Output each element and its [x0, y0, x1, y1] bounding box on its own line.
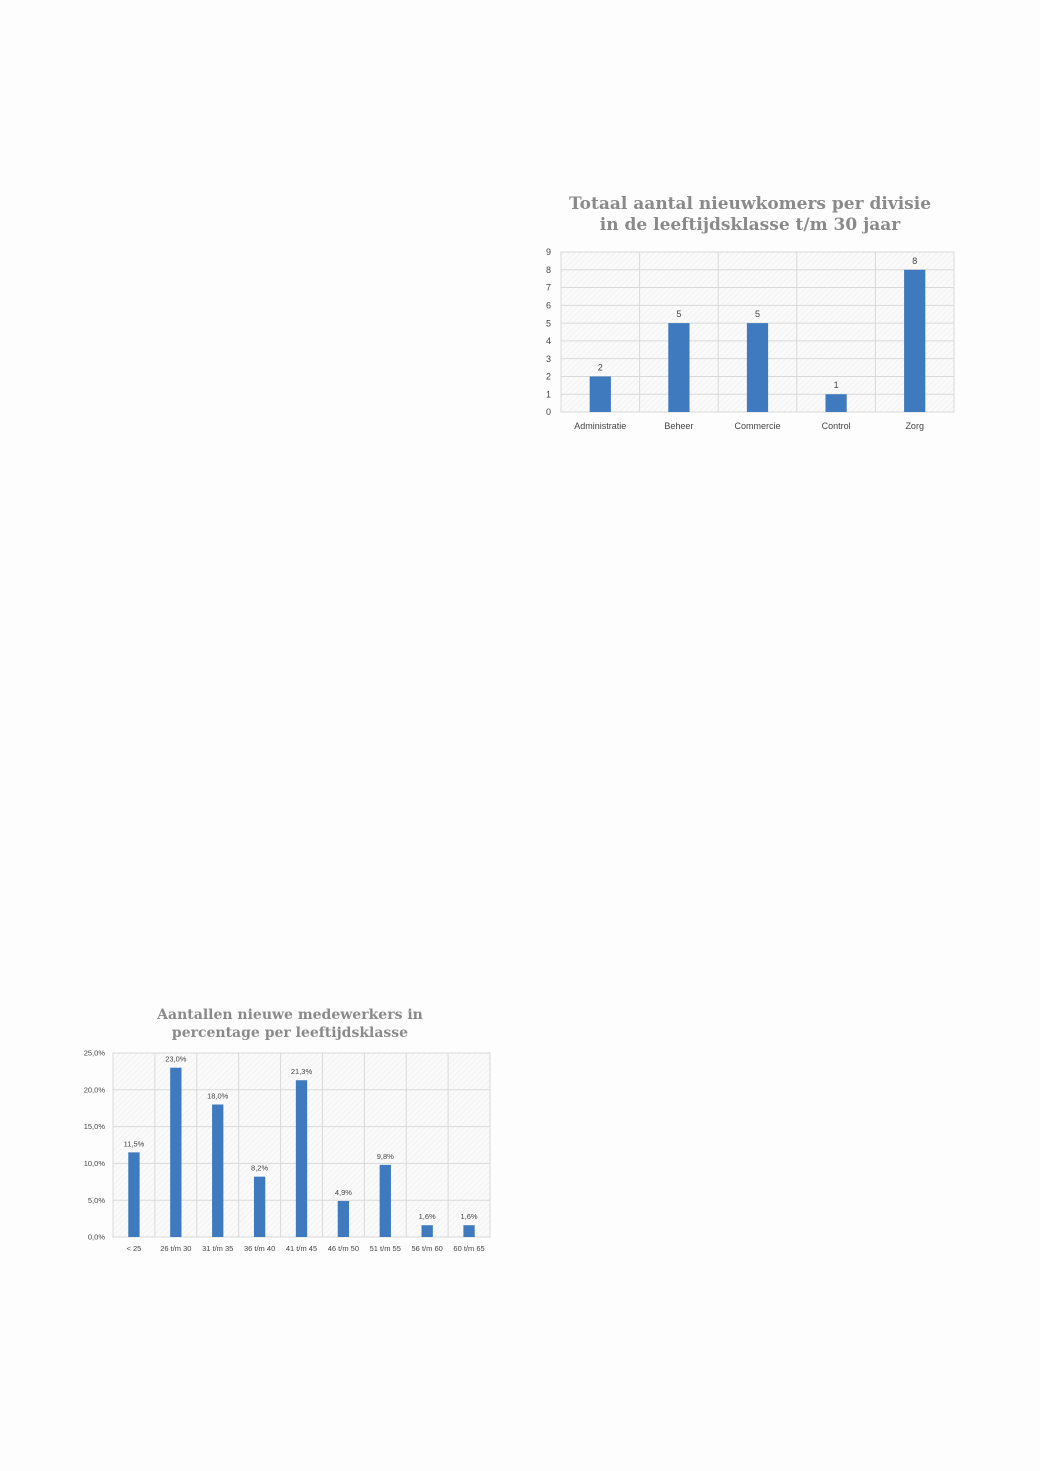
bar [590, 376, 611, 412]
data-label: 5 [754, 309, 761, 320]
x-tick-label: Administratie [574, 421, 627, 431]
bar [380, 1165, 391, 1237]
data-label: 1 [833, 380, 839, 391]
y-tick-label: 5,0% [87, 1195, 105, 1205]
y-tick-label: 20,0% [83, 1085, 105, 1095]
y-tick-label: 15,0% [83, 1122, 105, 1132]
data-label: 8 [912, 255, 918, 266]
x-tick-label: 56 t/m 60 [411, 1244, 443, 1253]
y-tick-label: 9 [545, 247, 551, 258]
data-label: 21,3% [290, 1067, 313, 1077]
data-label: 1,6% [418, 1212, 436, 1222]
x-tick-label: Control [821, 421, 851, 431]
data-label: 8,2% [251, 1163, 269, 1173]
x-tick-label: Commercie [734, 421, 781, 431]
y-tick-label: 5 [545, 318, 551, 329]
y-tick-label: 6 [545, 300, 551, 311]
bar [904, 270, 925, 412]
data-label: 11,5% [123, 1139, 145, 1149]
chart-plot [75, 1002, 505, 1264]
data-label: 9,8% [376, 1151, 394, 1161]
data-label: 4,9% [334, 1187, 352, 1197]
y-tick-label: 0,0% [87, 1232, 105, 1242]
y-tick-label: 3 [545, 353, 551, 364]
bar [296, 1080, 307, 1237]
data-label: 23,0% [165, 1054, 187, 1064]
x-tick-label: 60 t/m 65 [453, 1244, 485, 1253]
bar [463, 1225, 474, 1237]
y-tick-label: 7 [545, 282, 551, 293]
x-tick-label: < 25 [126, 1244, 142, 1253]
data-label: 2 [597, 362, 603, 373]
x-tick-label: 46 t/m 50 [327, 1244, 360, 1253]
bar [668, 323, 689, 412]
x-tick-label: 41 t/m 45 [285, 1244, 318, 1253]
bar [254, 1177, 265, 1237]
y-tick-label: 1 [545, 389, 551, 400]
chart-title-line-1: Totaal aantal nieuwkomers per divisie [568, 194, 932, 214]
data-label: 1,6% [460, 1212, 478, 1222]
bar [338, 1201, 349, 1237]
bar [825, 394, 846, 412]
bar [747, 323, 768, 412]
bar [212, 1105, 223, 1237]
x-tick-label: 31 t/m 35 [202, 1244, 234, 1253]
bar [422, 1225, 433, 1237]
data-label: 18,0% [207, 1091, 229, 1101]
chart-new-employees-per-age-class [75, 1002, 505, 1264]
y-tick-label: 8 [545, 264, 551, 275]
y-tick-label: 25,0% [83, 1048, 105, 1058]
chart-title-line-1: Aantallen nieuwe medewerkers in [157, 1007, 423, 1023]
chart-plot [530, 190, 970, 440]
x-tick-label: Zorg [905, 421, 924, 431]
y-tick-label: 2 [545, 371, 551, 382]
bar [170, 1068, 181, 1237]
y-tick-label: 10,0% [83, 1159, 105, 1169]
y-tick-label: 4 [545, 336, 551, 347]
bar [128, 1152, 139, 1237]
x-tick-label: 51 t/m 55 [369, 1244, 401, 1253]
data-label: 5 [676, 309, 682, 320]
chart-title-line-2: in de leeftijdsklasse t/m 30 jaar [599, 215, 901, 235]
chart-title-line-2: percentage per leeftijdsklasse [171, 1025, 409, 1041]
chart-newcomers-per-division [530, 190, 970, 440]
x-tick-label: Beheer [664, 421, 694, 431]
x-tick-label: 26 t/m 30 [160, 1244, 192, 1253]
x-tick-label: 36 t/m 40 [243, 1244, 276, 1253]
y-tick-label: 0 [545, 407, 551, 418]
